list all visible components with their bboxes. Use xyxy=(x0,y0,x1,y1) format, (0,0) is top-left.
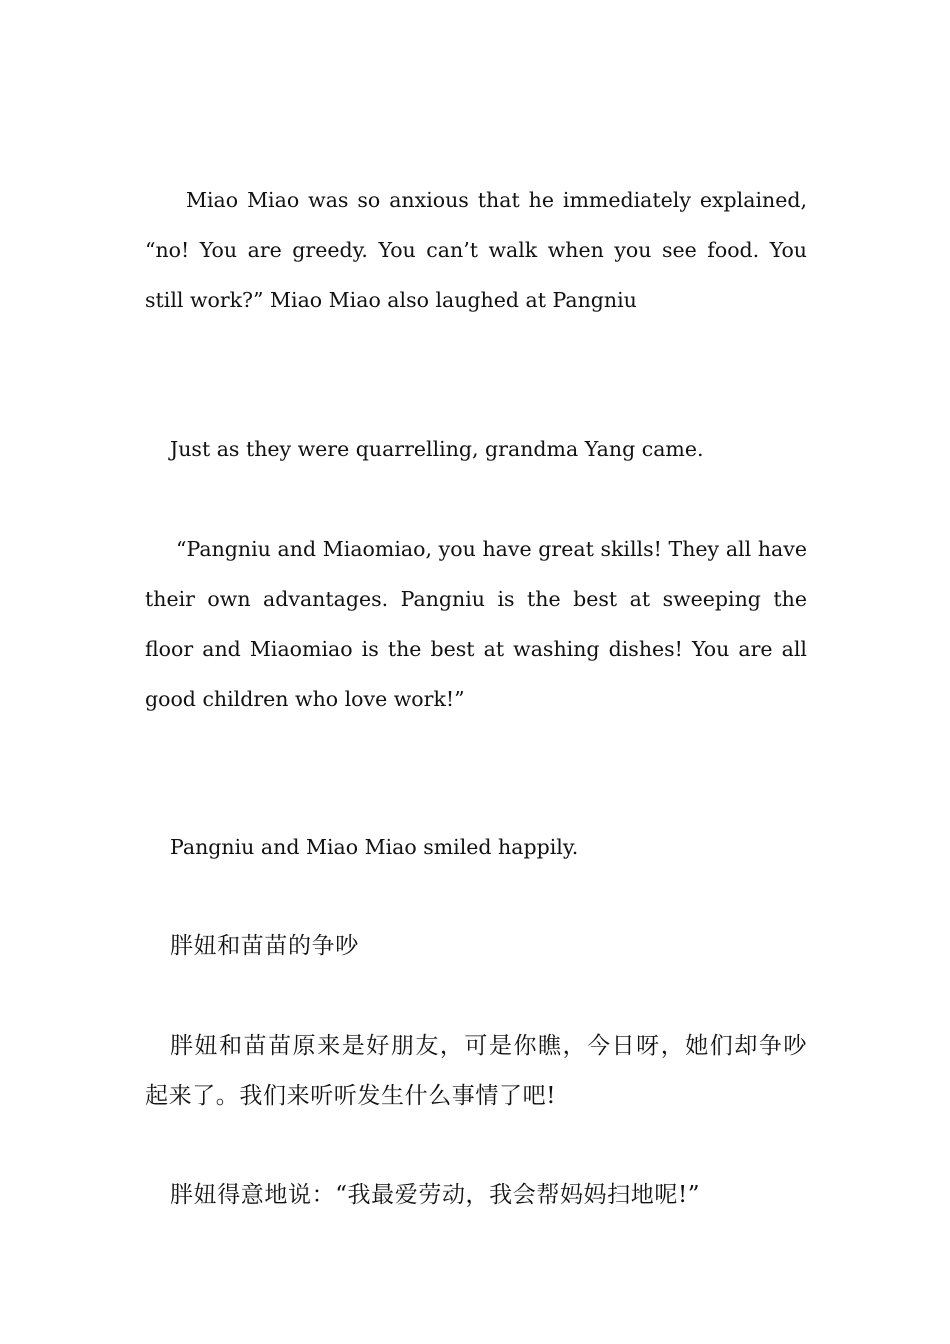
paragraph-grandma-quote: “Pangniu and Miaomiao, you have great skills! They all have their own advantages. Pangniu is the best at sweeping the floor and Miaomiao is the best at washing dishes! You are all good children who love work!” xyxy=(145,537,807,711)
paragraph-miao-miao-anxious: Miao Miao was so anxious that he immediately explained, “no! You are greedy. You can’t walk when you see food. You still work?” Miao Miao also laughed at Pangniu xyxy=(145,188,807,312)
chinese-title: 胖妞和苗苗的争吵 xyxy=(170,933,359,959)
paragraph-grandma-yang-came: Just as they were quarrelling, grandma Yang came. xyxy=(170,437,704,461)
chinese-paragraph-intro: 胖妞和苗苗原来是好朋友，可是你瞧，今日呀，她们却争吵起来了。我们来听听发生什么事情了吧! xyxy=(145,1033,807,1109)
chinese-paragraph-pangniu-says: 胖妞得意地说：“我最爱劳动，我会帮妈妈扫地呢!” xyxy=(170,1182,701,1208)
paragraph-smiled-happily: Pangniu and Miao Miao smiled happily. xyxy=(170,835,579,859)
